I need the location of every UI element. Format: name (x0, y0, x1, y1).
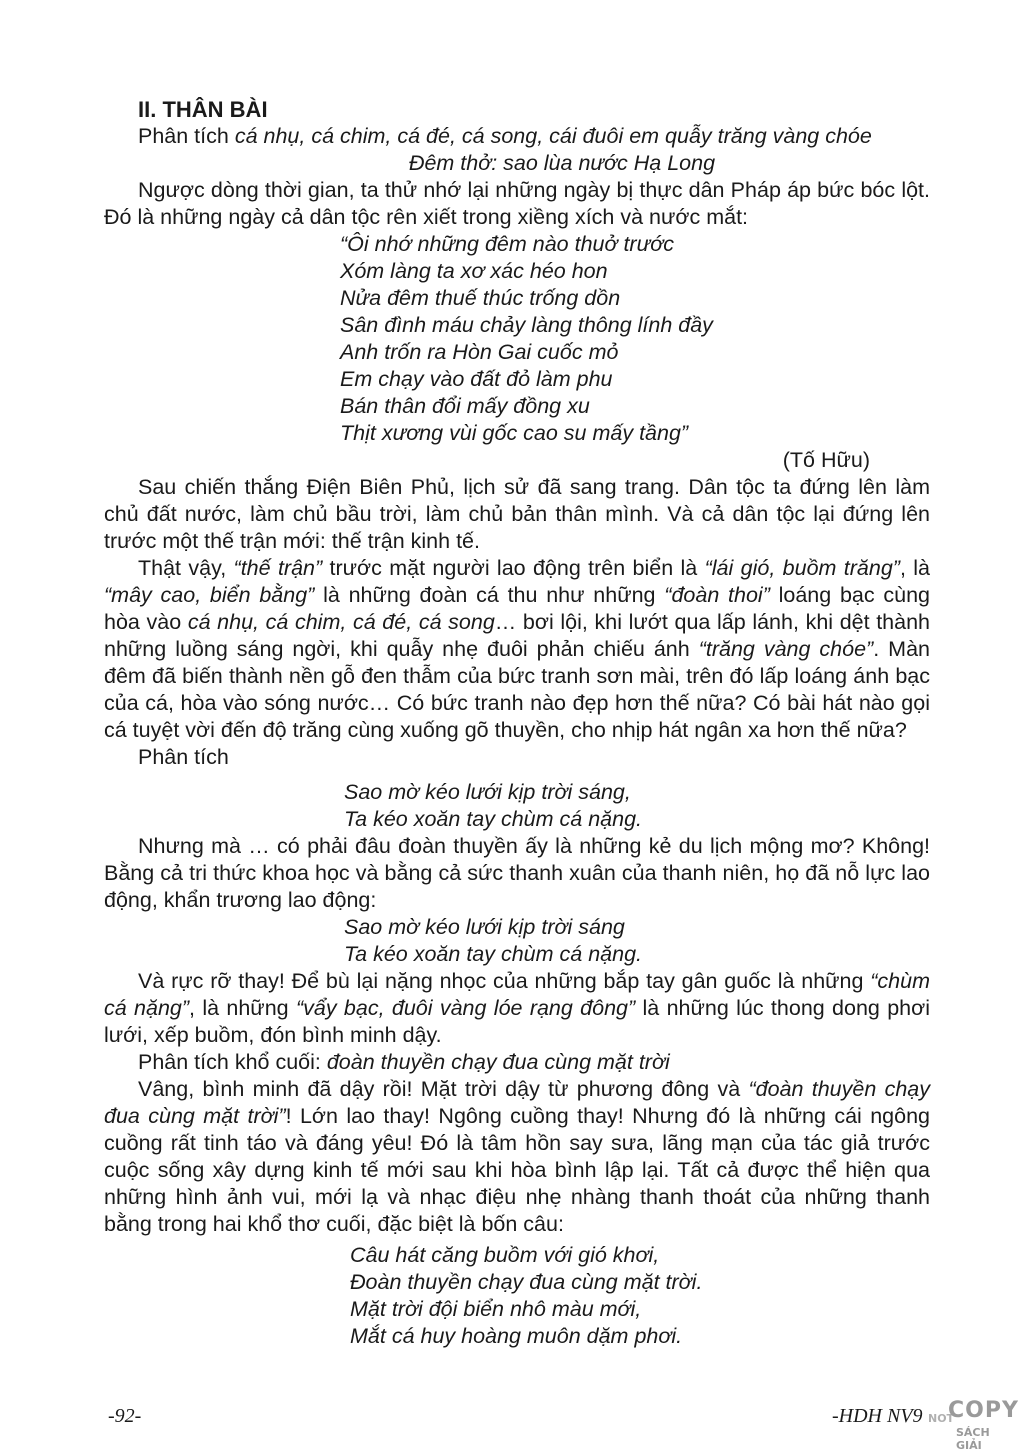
poem-line: Thịt xương vùi gốc cao su mấy tầng” (340, 421, 689, 445)
poem-line: “Ôi nhớ những đêm nào thuở trước (340, 232, 674, 256)
text-run: , là (899, 556, 931, 580)
poem-line: Câu hát căng buồm với gió khơi, (350, 1243, 660, 1267)
quote-run: đoàn thuyền chạy đua cùng mặt trời (326, 1050, 670, 1074)
text-run: Thật vậy, (138, 556, 234, 580)
footer-book-code: -HDH NV9 (832, 1405, 923, 1427)
analysis-label-1: Phân tích (138, 745, 229, 769)
poem-line: Đoàn thuyền chạy đua cùng mặt trời. (350, 1270, 703, 1294)
section-heading: II. THÂN BÀI (138, 97, 268, 122)
intro-line (104, 123, 930, 150)
text-run: là những lúc thong dong phơi lưới, xếp buồm, đón bình minh dậy. (104, 996, 931, 1047)
poem-author: (Tố Hữu) (782, 448, 870, 472)
text-run: … bơi lội, khi lướt qua lấp lánh, khi dệt thành những luồng sáng ngời, khi quẫy nhẹ đuôi phản chiếu ánh (104, 610, 931, 661)
poem-line: Mặt trời đội biển nhô màu mới, (350, 1297, 642, 1321)
poem-1 (340, 231, 930, 447)
quote-run: “thế trận” (233, 556, 323, 580)
quote-run: “mây cao, biển bằng” (104, 583, 315, 607)
intro-prefix: Phân tích (138, 124, 235, 148)
watermark-logo (928, 1398, 1019, 1452)
poem-line: Bán thân đổi mấy đồng xu (340, 394, 590, 418)
watermark-copy: COPY (948, 1398, 1019, 1423)
text-run: Vâng, bình minh đã dậy rồi! Mặt trời dậy từ phương đông và (138, 1077, 749, 1101)
text-run: ! Lớn lao thay! Ngông cuồng thay! Nhưng đó là những cái ngông cuồng rất tinh táo và đáng yêu! Đó là tâm hồn say sưa, lãng mạn của tác giả trước cuộc sống xây dựng kinh tế mới sau khi hòa bình lập lại. Tất cả được thể hiện qua những hình ảnh vui, mới lạ và nhạc điệu nhẹ nhàng thanh thoát của những thanh bằng trong hai khổ thơ cuối, đặc biệt là bốn câu: (104, 1104, 931, 1236)
quote-run: “lái gió, buồm trăng” (704, 556, 900, 580)
intro-line-2: Đêm thở: sao lùa nước Hạ Long (408, 151, 716, 175)
poem-line: Mắt cá huy hoàng muôn dặm phơi. (350, 1324, 683, 1348)
poem-line: Nửa đêm thuế thúc trống dồn (340, 286, 621, 310)
watermark-site: SÁCH GIẢI (956, 1426, 990, 1452)
text-run: Và rực rỡ thay! Để bù lại nặng nhọc của những bắp tay gân guốc là những (138, 969, 871, 993)
quote-run: cá nhụ, cá chim, cá đé, cá song (187, 610, 495, 634)
paragraph-1: Ngược dòng thời gian, ta thử nhớ lại những ngày bị thực dân Pháp áp bức bóc lột. Đó là những ngày cả dân tộc rên xiết trong xiềng xích và nước mắt: (104, 178, 930, 229)
quote-run: “trăng vàng chóe” (698, 637, 874, 661)
poem-line: Sao mờ kéo lưới kịp trời sáng, (344, 780, 631, 804)
poem-4 (350, 1242, 930, 1350)
quote-run: “đoàn thoi” (664, 583, 770, 607)
quote-run: “đoàn thuyền chạy đua cùng mặt trời” (104, 1077, 931, 1128)
text-run: là những đoàn cá thu như những (314, 583, 665, 607)
text-run: , là những (189, 996, 296, 1020)
poem-line: Anh trốn ra Hòn Gai cuốc mỏ (340, 340, 619, 364)
text-run: Phân tích khổ cuối: (138, 1050, 327, 1074)
poem-line: Sao mờ kéo lưới kịp trời sáng (344, 915, 625, 939)
page-content (104, 96, 930, 1350)
poem-2 (344, 779, 930, 833)
poem-line: Ta kéo xoăn tay chùm cá nặng. (344, 807, 643, 831)
intro-quote: cá nhụ, cá chim, cá đé, cá song, cái đuôi em quẫy trăng vàng chóe (234, 124, 872, 148)
quote-run: “chùm cá nặng” (104, 969, 930, 1020)
analysis-label-2 (104, 1049, 930, 1076)
poem-line: Em chạy vào đất đỏ làm phu (340, 367, 613, 391)
page-number: -92- (108, 1405, 142, 1427)
quote-run: “vẩy bạc, đuôi vàng lóe rạng đông” (295, 996, 636, 1020)
text-run: . Màn đêm đã biến thành nền gỗ đen thẫm của bức tranh sơn mài, trên đó lấp loáng ánh bạc của cá, hòa vào sóng nước… Có bức tranh nào đẹp hơn thế nữa? Có bài hát nào gọi cá tuyệt vời đến độ trăng cùng xuống gõ thuyền, cho nhịp hát ngân xa hơn thế nữa? (104, 637, 930, 742)
text-run: loáng bạc cùng hòa vào (104, 583, 931, 634)
poem-line: Sân đình máu chảy làng thông lính đầy (340, 313, 713, 337)
text-run: trước mặt người lao động trên biển là (322, 556, 705, 580)
poem-3 (344, 914, 930, 968)
paragraph-4: Nhưng mà … có phải đâu đoàn thuyền ấy là những kẻ du lịch mộng mơ? Không! Bằng cả tri thức khoa học và bằng cả sức thanh xuân của thanh niên, họ đã nỗ lực lao động, khẩn trương lao động: (104, 834, 930, 912)
paragraph-3 (104, 555, 930, 744)
paragraph-5 (104, 968, 930, 1049)
paragraph-6 (104, 1076, 930, 1238)
poem-line: Ta kéo xoăn tay chùm cá nặng. (344, 942, 643, 966)
paragraph-2: Sau chiến thắng Điện Biên Phủ, lịch sử đã sang trang. Dân tộc ta đứng lên làm chủ đất nước, làm chủ bầu trời, làm chủ bản thân mình. Và cả dân tộc lại đứng lên trước một thế trận mới: thế trận kinh tế. (104, 475, 930, 553)
watermark-not: NOT (928, 1412, 955, 1425)
poem-line: Xóm làng ta xơ xác héo hon (340, 259, 608, 283)
